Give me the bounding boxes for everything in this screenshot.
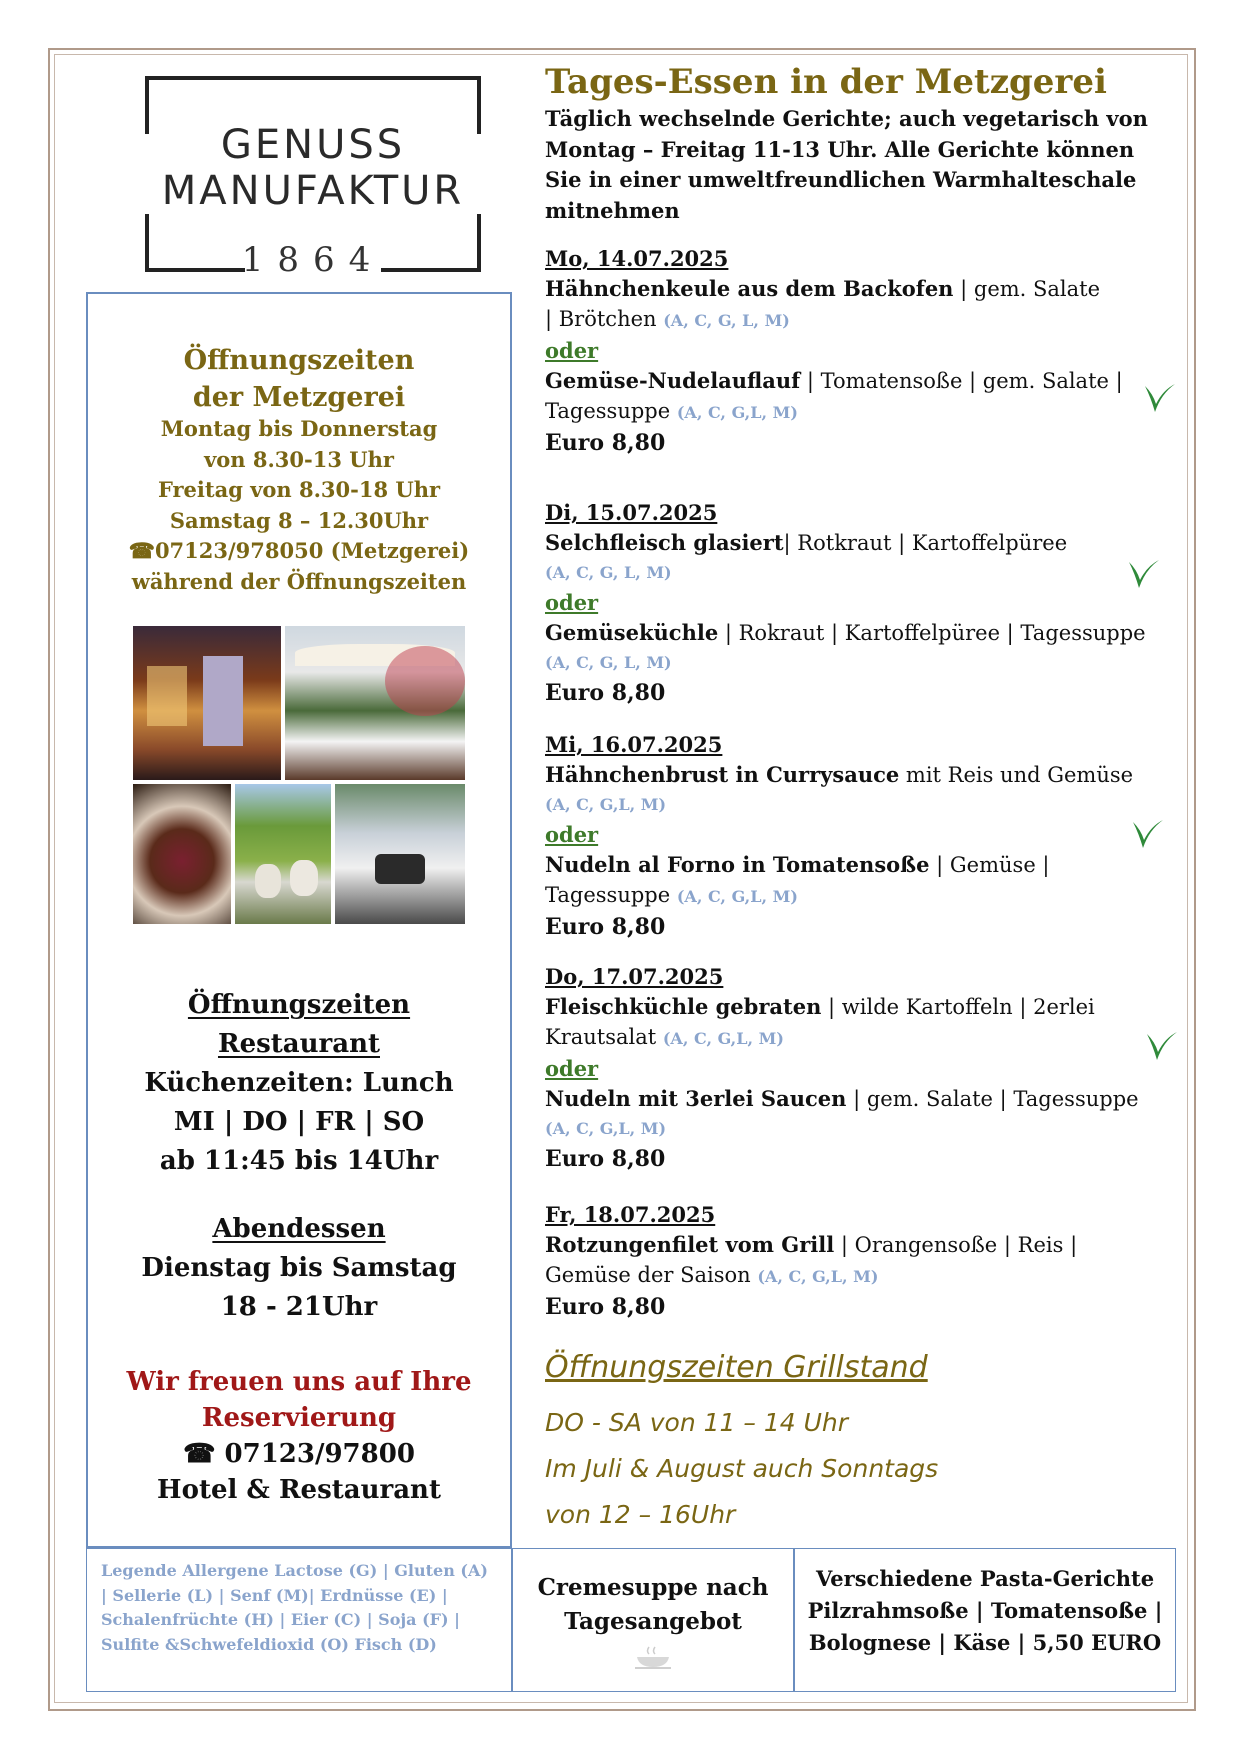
cream-soup-box: Cremesuppe nach Tagesangebot <box>512 1548 794 1692</box>
restaurant-hours: Öffnungszeiten Restaurant Küchenzeiten: Lunch MI | DO | FR | SO ab 11:45 bis 14Uhr <box>144 990 454 1176</box>
photo-building <box>133 626 281 780</box>
photo-dish <box>133 784 231 924</box>
photo-collage <box>133 626 465 956</box>
menu-title: Tages-Essen in der Metzgerei <box>545 62 1107 102</box>
photo-sheep <box>235 784 331 924</box>
grill-title: Öffnungszeiten Grillstand <box>545 1350 928 1385</box>
photo-table-setting <box>335 784 465 924</box>
day-friday: Fr, 18.07.2025 Rotzungenfilet vom Grill | Orangensoße | Reis | Gemüse der Saison (A, C, G,L, M) Euro 8,80 <box>545 1202 1078 1320</box>
day-date: Mo, 14.07.2025 <box>545 246 729 271</box>
reservation-block: Wir freuen uns auf Ihre Reservierung ☎ 07123/97800 Hotel & Restaurant <box>88 1364 510 1508</box>
photo-terrace <box>285 626 465 780</box>
grill-hours-2: Im Juli & August auch Sonntags <box>545 1454 939 1483</box>
allergen-legend: Legende Allergene Lactose (G) | Gluten (A) | Sellerie (L) | Senf (M)| Erdnüsse (E) | Schalenfrüchte (H) | Eier (C) | Soja (F) | Sulfite &Schwefeldioxid (O) Fisch (D) <box>86 1548 512 1692</box>
butcher-phone[interactable]: ☎07123/978050 (Metzgerei) <box>128 538 470 563</box>
restaurant-hours-subtitle: Restaurant <box>217 1029 380 1059</box>
soup-bowl-icon <box>633 1645 673 1671</box>
opening-hours-box <box>86 292 512 1548</box>
grill-hours-3: von 12 – 16Uhr <box>545 1500 736 1529</box>
butcher-hours-list: Montag bis Donnerstag von 8.30-13 Uhr Freitag von 8.30-18 Uhr Samstag 8 – 12.30Uhr ☎07123/978050 (Metzgerei) während der Öffnungszeiten <box>88 414 510 597</box>
vegetarian-leaf-icon <box>1141 380 1177 414</box>
grill-hours-1: DO - SA von 11 – 14 Uhr <box>545 1408 849 1437</box>
vegetarian-leaf-icon <box>1125 556 1161 590</box>
vegetarian-leaf-icon <box>1143 1028 1179 1062</box>
vegetarian-leaf-icon <box>1129 816 1165 850</box>
restaurant-phone[interactable]: ☎ 07123/97800 <box>183 1439 415 1469</box>
pasta-box: Verschiedene Pasta-Gerichte Pilzrahmsoße | Tomatensoße | Bolognese | Käse | 5,50 EURO <box>794 1548 1176 1692</box>
menu-intro: Täglich wechselnde Gerichte; auch vegetarisch von Montag – Freitag 11-13 Uhr. Alle Gerichte können Sie in einer umweltfreundlichen Warmhalteschale mitnehmen <box>545 106 1148 223</box>
dinner-title: Abendessen <box>212 1214 386 1244</box>
day-monday: Mo, 14.07.2025 Hähnchenkeule aus dem Backofen | gem. Salate | Brötchen (A, C, G, L, M) oder Gemüse-Nudelauflauf | Tomatensoße | gem. Salate | Tagessuppe (A, C, G,L, M) Euro 8,80 <box>545 244 1170 458</box>
day-thursday: Do, 17.07.2025 Fleischküchle gebraten | wilde Kartoffeln | 2erlei Krautsalat (A, C, G,L, M) oder Nudeln mit 3erlei Saucen | gem. Salate | Tagessuppe (A, C, G,L, M) Euro 8,80 <box>545 964 1139 1172</box>
day-tuesday: Di, 15.07.2025 Selchfleisch glasiert| Rotkraut | Kartoffelpüree (A, C, G, L, M) oder Gemüseküchle | Rokraut | Kartoffelpüree | Tagessuppe (A, C, G, L, M) Euro 8,80 <box>545 500 1146 706</box>
restaurant-hours-title: Öffnungszeiten <box>187 990 411 1020</box>
logo-text-genuss: GENUSS <box>220 122 406 168</box>
day-wednesday: Mi, 16.07.2025 Hähnchenbrust in Currysauce mit Reis und Gemüse (A, C, G,L, M) oder Nudeln al Forno in Tomatensoße | Gemüse | Tagessuppe (A, C, G,L, M) Euro 8,80 <box>545 732 1134 940</box>
dinner-hours: Abendessen Dienstag bis Samstag 18 - 21Uhr <box>141 1214 457 1322</box>
logo-year: 1864 <box>241 240 385 280</box>
butcher-hours-title: Öffnungszeiten der Metzgerei <box>183 345 415 413</box>
logo-text-manufaktur: MANUFAKTUR <box>161 168 465 214</box>
logo <box>145 76 481 280</box>
